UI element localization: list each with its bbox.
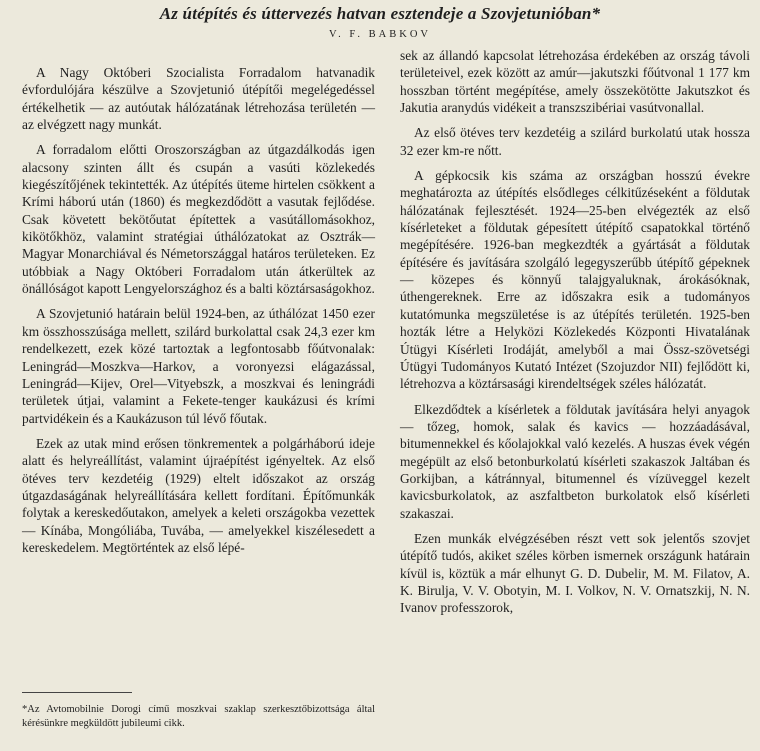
- column-gutter: [387, 60, 388, 740]
- footnote-divider: [22, 692, 132, 693]
- paragraph: Ezen munkák elvégzésében részt vett sok jelentős szovjet útépítő tudós, akiket széles körben ismernek országunk határain kívül is, köztük a már elhunyt G. D. Dubelir, M. M. Filatov, A. K. Birulja, V. V. Obotyin, M. I. Volkov, N. V. Ornatszkij, N. N. Ivanov professzorok,: [400, 530, 750, 616]
- article-author: V. F. BABKOV: [328, 29, 432, 40]
- paragraph: Elkezdődtek a kísérletek a földutak javítására helyi anyagok — tőzeg, homok, salak és kavics — hozzáadásával, bitumennekkel és kőolajokkal való kezelés. A huszas évek végén megépült az első betonburkolatú kísérleti szakaszok Jaltában és Gorkijban, a kátránnyal, bitumennel és vízüveggel kezelt kavicsburkolatok, az aszfaltbeton burkolatok első kísérleti szakaszai.: [400, 401, 750, 521]
- footnote: *Az Avtomobilnie Dorogi című moszkvai szaklap szerkesztőbizottsága által kérésünkre megküldött jubileumi cikk.: [22, 704, 375, 729]
- paragraph: A Nagy Októberi Szocialista Forradalom hatvanadik évfordulójára készülve a Szovjetunió útépítői megelégedéssel értékelhetik — az autóutak hálózatának létrehozása területén — az elvégzett nagy munkát.: [22, 65, 375, 133]
- paragraph: A Szovjetunió határain belül 1924-ben, az úthálózat 1450 ezer km összhosszúsága mellett, szilárd burkolattal csak 24,3 ezer km rendelkezett, ezek közé tartoztak a legfontosabb főútvonalak: Leningrád—Moszkva—Harkov, a voronyezsi elágazással, Leningrád—Kijev, Orel—Vityebszk, a moszkvai és leningrádi területek útjai, valamint a Fekete-tenger kaukázusi és krími partvidékein és a Kaukázuson túl lévő főutak.: [22, 306, 375, 426]
- left-column: [22, 64, 375, 564]
- paragraph: Az első ötéves terv kezdetéig a szilárd burkolatú utak hossza 32 ezer km-re nőtt.: [400, 125, 750, 158]
- paragraph: A gépkocsik kis száma az országban hosszú évekre meghatározta az útépítés elsődleges célkitűzéseként a földutak hálózatának fejlesztését. 1924—25-ben elvégezték az első kísérleteket a földutak gépesített útépítő csapatokkal történő megépítésére. 1926-ban megkezdték a gyártását a földutak építésére és javítására szolgáló legegyszerűbb útépítő gépeknek — közepes és könnyű talajgyaluknak, árokásóknak, úthengereknek. Erre az időszakra esik a tudományos kutatómunka megszületése is az útépítés területén. 1925-ben hozták létre a Helyközi Közlekedés Központi Hivatalának Útügyi Kísérleti Irodáját, amelyből a mai Össz-szövetségi Útügyi Tudományos Kutató Intézet (Szojuzdor NII) fejlődött ki, létrehozva a köztársasági kirendeltségek széles hálózatát.: [400, 168, 750, 392]
- paragraph: A forradalom előtti Oroszországban az útgazdálkodás igen alacsony szinten állt és csupán a vasúti közlekedés kiegészítőjének tekintették. Az útépítés üteme hirtelen csökkent a Krími háború után (1860) és megkezdődött a vasutak fejlődése. Csak követett bekötőutat építettek a vasútállomásokhoz, kikötőkhöz, valamint stratégiai úthálózatokat az Osztrák—Magyar Monarchiával és Németországgal határos területeken. Ez utóbbiak a Nagy Októberi Forradalom után átkerültek az önállóságot kapott Lengyelországhoz és a balti köztársaságokhoz.: [22, 142, 375, 297]
- right-column: [400, 47, 750, 625]
- paragraph: Ezek az utak mind erősen tönkrementek a polgárháború ideje alatt és helyreállítást, valamint újraépítést igényeltek. Az első ötéves terv kezdetéig (1929) eltelt időszakot az ország útgazdaságának helyreállítására kellett fordítani. Építőmunkák folytak a kereskedőutakon, amelyek a keleti országokba vezettek — Kínába, Mongóliába, Tuvába, — amelyekkel kiszélesedett a kereskedelem. Megtörténtek az első lépé-: [22, 435, 375, 555]
- article-title: Az útépítés és úttervezés hatvan esztendeje a Szovjetunióban*: [159, 4, 601, 23]
- paragraph: sek az állandó kapcsolat létrehozása érdekében az ország távoli területeivel, ezek között az amúr—jakutszki főútvonal 1 177 km hosszban történt megépítése, amely összekötötte Jakutszkot és Jakutia aranydús vidékeit a transzszibériai vasútvonallal.: [400, 48, 750, 116]
